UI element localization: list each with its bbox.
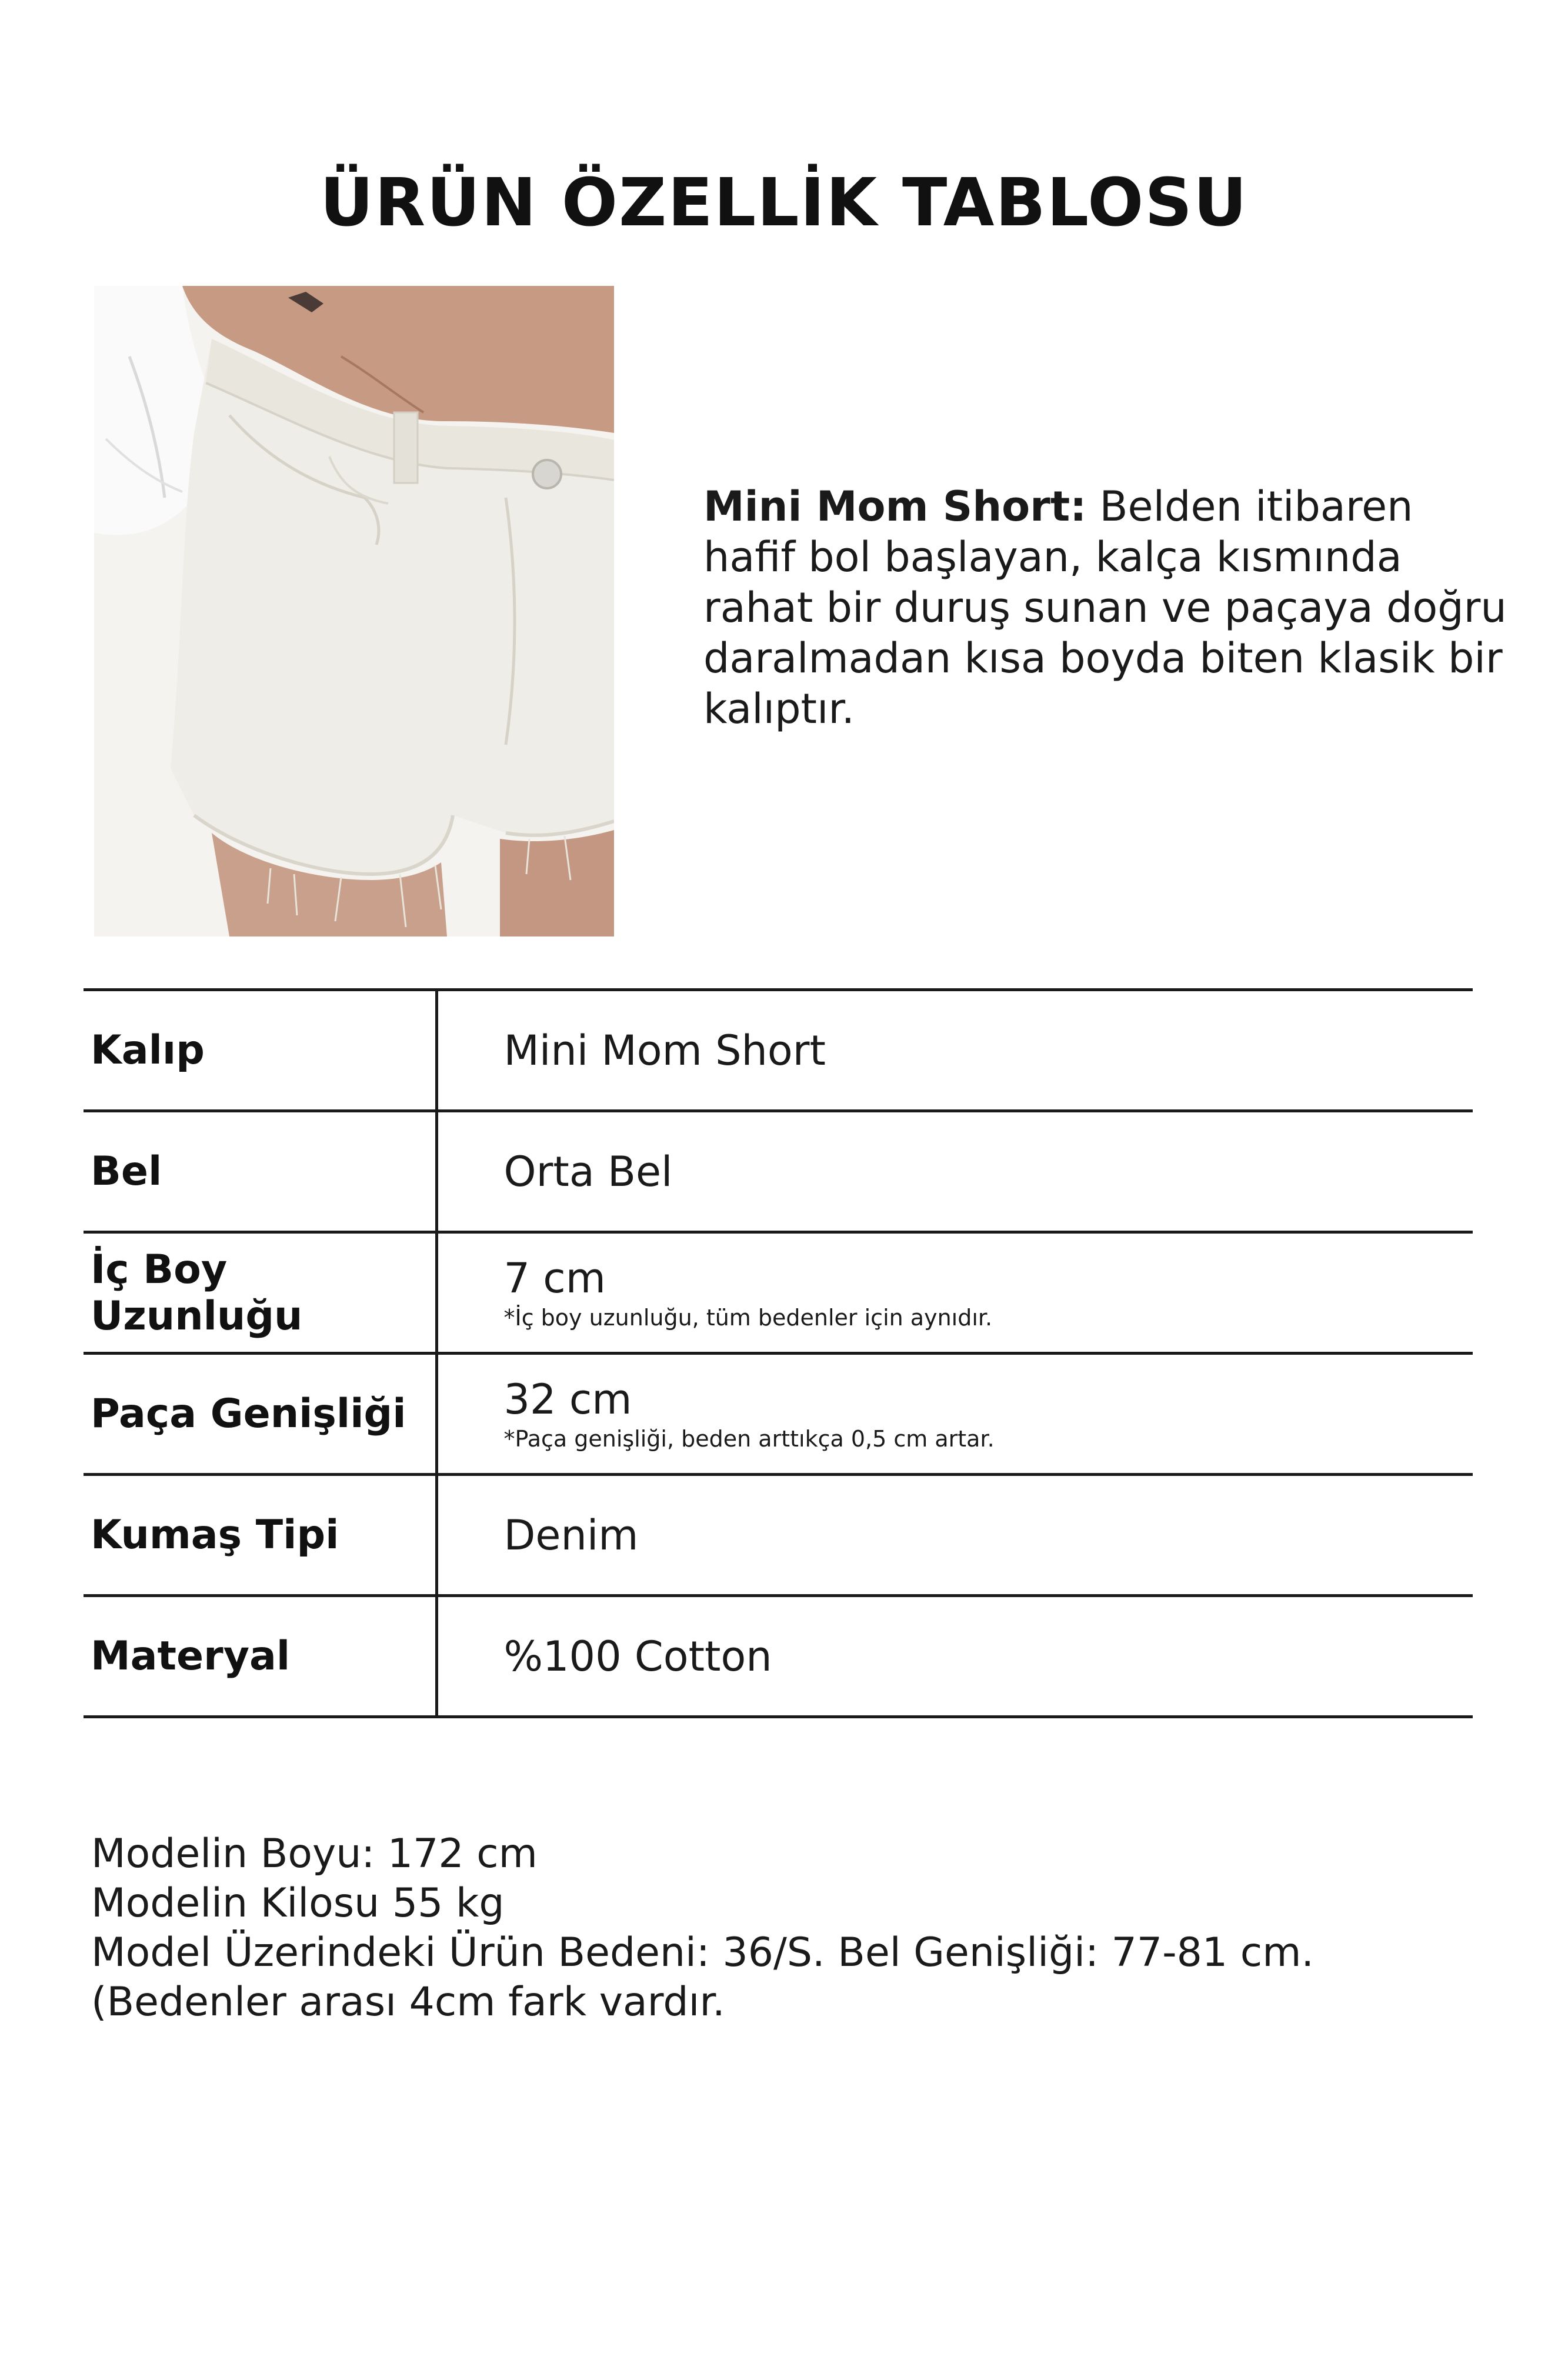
- spec-value-cell: [436, 1232, 1473, 1354]
- spec-value-cell: [436, 1354, 1473, 1475]
- table-row: [84, 1596, 1473, 1717]
- spec-value-cell: [436, 1475, 1473, 1596]
- spec-value: Denim: [503, 1511, 639, 1559]
- spec-label: Bel: [84, 1111, 436, 1232]
- model-size: Model Üzerindeki Ürün Bedeni: 36/S. Bel Genişliği: 77-81 cm. (Bedenler arası 4cm fark vardır.: [91, 1929, 1315, 2025]
- spec-label: İç Boy Uzunluğu: [84, 1232, 436, 1354]
- table-row: [84, 1111, 1473, 1232]
- product-photo: [94, 286, 614, 936]
- page-title: ÜRÜN ÖZELLİK TABLOSU: [320, 165, 1248, 241]
- spec-label: Paça Genişliği: [84, 1354, 436, 1475]
- spec-label: Kumaş Tipi: [84, 1475, 436, 1596]
- model-height: Modelin Boyu: 172 cm: [91, 1831, 538, 1877]
- model-weight: Modelin Kilosu 55 kg: [91, 1880, 505, 1927]
- spec-note: *Paça genişliği, beden arttıkça 0,5 cm artar.: [503, 1425, 995, 1452]
- spec-value: Orta Bel: [503, 1147, 673, 1196]
- shorts-image: [94, 286, 614, 936]
- spec-value: 7 cm: [503, 1254, 606, 1302]
- model-info: [91, 1829, 1491, 2027]
- product-description: [703, 481, 1515, 734]
- spec-value: %100 Cotton: [503, 1632, 772, 1681]
- table-row: [84, 1475, 1473, 1596]
- table-row: [84, 1354, 1473, 1475]
- spec-value: 32 cm: [503, 1375, 632, 1424]
- spec-note: *İç boy uzunluğu, tüm bedenler için aynıdır.: [503, 1304, 993, 1331]
- spec-value: Mini Mom Short: [503, 1026, 826, 1075]
- spec-value-cell: [436, 990, 1473, 1111]
- spec-value-cell: [436, 1596, 1473, 1717]
- spec-value-cell: [436, 1111, 1473, 1232]
- table-row: [84, 990, 1473, 1111]
- spec-label: Kalıp: [84, 990, 436, 1111]
- description-lead: Mini Mom Short:: [703, 482, 1087, 531]
- description-text: Belden itibaren hafif bol başlayan, kalça kısmında rahat bir duruş sunan ve paçaya doğru daralmadan kısa boyda biten klasik bir kalıptır.: [703, 482, 1507, 733]
- spec-table: [84, 988, 1473, 1718]
- table-row: [84, 1232, 1473, 1354]
- spec-label: Materyal: [84, 1596, 436, 1717]
